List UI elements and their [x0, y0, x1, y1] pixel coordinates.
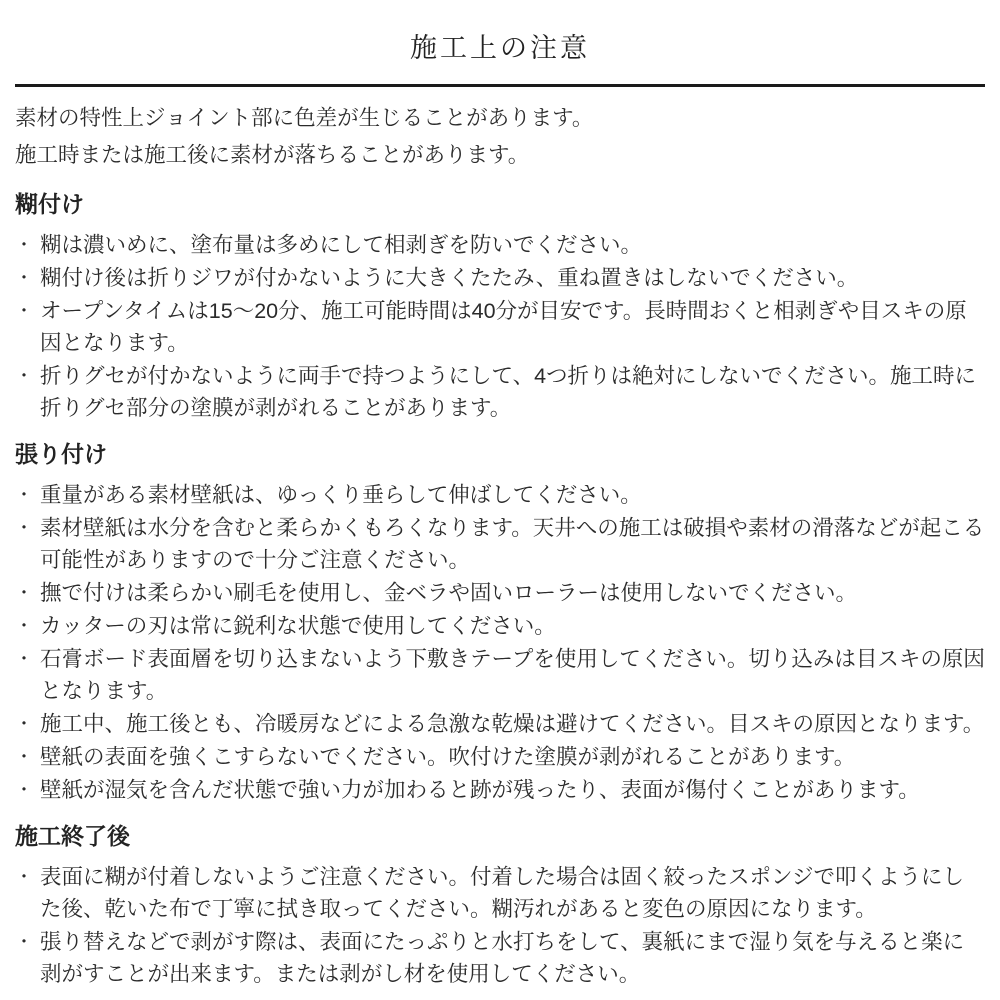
list-item-text: 糊は濃いめに、塗布量は多めにして相剥ぎを防いでください。: [40, 233, 643, 257]
bullet-list-applying: [15, 479, 985, 806]
list-item-text: 折りグセが付かないように両手で持つようにして、4つ折りは絶対にしないでください。施工時に折りグセ部分の塗膜が剥がれることがあります。: [40, 364, 977, 420]
bullet-icon: ・: [15, 518, 33, 538]
intro-line: 施工時または施工後に素材が落ちることがあります。: [15, 143, 530, 167]
list-item: [15, 774, 985, 806]
bullet-icon: ・: [15, 867, 33, 887]
section-heading-after-construction: 施工終了後: [15, 823, 130, 849]
title-divider: [15, 84, 985, 87]
bullet-icon: ・: [15, 235, 33, 255]
list-item-text: 重量がある素材壁紙は、ゆっくり垂らして伸ばしてください。: [40, 483, 642, 507]
bullet-icon: ・: [15, 616, 33, 636]
list-item: [15, 229, 985, 261]
bullet-icon: ・: [15, 780, 33, 800]
section-after-construction: [15, 821, 985, 990]
list-item: [15, 479, 985, 511]
list-item: [15, 360, 985, 424]
list-item: [15, 610, 985, 642]
list-item: [15, 926, 985, 990]
list-item-text: 施工中、施工後とも、冷暖房などによる急激な乾燥は避けてください。目スキの原因となります。: [40, 712, 985, 736]
list-item-text: オープンタイムは15〜20分、施工可能時間は40分が目安です。長時間おくと相剥ぎや目スキの原因となります。: [40, 299, 967, 355]
bullet-icon: ・: [15, 649, 33, 669]
bullet-icon: ・: [15, 366, 33, 386]
list-item-text: 糊付け後は折りジワが付かないように大きくたたみ、重ね置きはしないでください。: [40, 266, 859, 290]
bullet-icon: ・: [15, 583, 33, 603]
list-item: [15, 262, 985, 294]
bullet-icon: ・: [15, 932, 33, 952]
section-gluing: [15, 189, 985, 424]
list-item-text: カッターの刃は常に鋭利な状態で使用してください。: [40, 614, 556, 638]
bullet-icon: ・: [15, 268, 33, 288]
section-heading-gluing: 糊付け: [15, 191, 84, 217]
list-item-text: 素材壁紙は水分を含むと柔らかくもろくなります。天井への施工は破損や素材の滑落などが起こる可能性がありますので十分ご注意ください。: [40, 516, 985, 572]
list-item-text: 撫で付けは柔らかい刷毛を使用し、金ベラや固いローラーは使用しないでください。: [40, 581, 858, 605]
list-item-text: 表面に糊が付着しないようご注意ください。付着した場合は固く絞ったスポンジで叩くようにした後、乾いた布で丁寧に拭き取ってください。糊汚れがあると変色の原因になります。: [40, 865, 964, 921]
list-item-text: 張り替えなどで剥がす際は、表面にたっぷりと水打ちをして、裏紙にまで湿り気を与えると楽に剥がすことが出来ます。または剥がし材を使用してください。: [40, 930, 965, 986]
bullet-icon: ・: [15, 485, 33, 505]
page-title: 施工上の注意: [410, 33, 590, 63]
list-item: [15, 512, 985, 576]
section-heading-applying: 張り付け: [15, 441, 107, 467]
list-item: [15, 643, 985, 707]
intro-line: 素材の特性上ジョイント部に色差が生じることがあります。: [15, 106, 594, 130]
bullet-icon: ・: [15, 714, 33, 734]
section-applying: [15, 439, 985, 806]
list-item: [15, 741, 985, 773]
list-item: [15, 295, 985, 359]
list-item: [15, 577, 985, 609]
list-item-text: 壁紙の表面を強くこすらないでください。吹付けた塗膜が剥がれることがあります。: [40, 745, 856, 769]
intro-paragraph: [15, 100, 985, 174]
list-item-text: 石膏ボード表面層を切り込まないよう下敷きテープを使用してください。切り込みは目スキの原因となります。: [40, 647, 985, 703]
bullet-list-gluing: [15, 229, 985, 424]
bullet-list-after-construction: [15, 861, 985, 990]
list-item: [15, 708, 985, 740]
list-item: [15, 861, 985, 925]
list-item-text: 壁紙が湿気を含んだ状態で強い力が加わると跡が残ったり、表面が傷付くことがあります。: [40, 778, 920, 802]
bullet-icon: ・: [15, 301, 33, 321]
bullet-icon: ・: [15, 747, 33, 767]
